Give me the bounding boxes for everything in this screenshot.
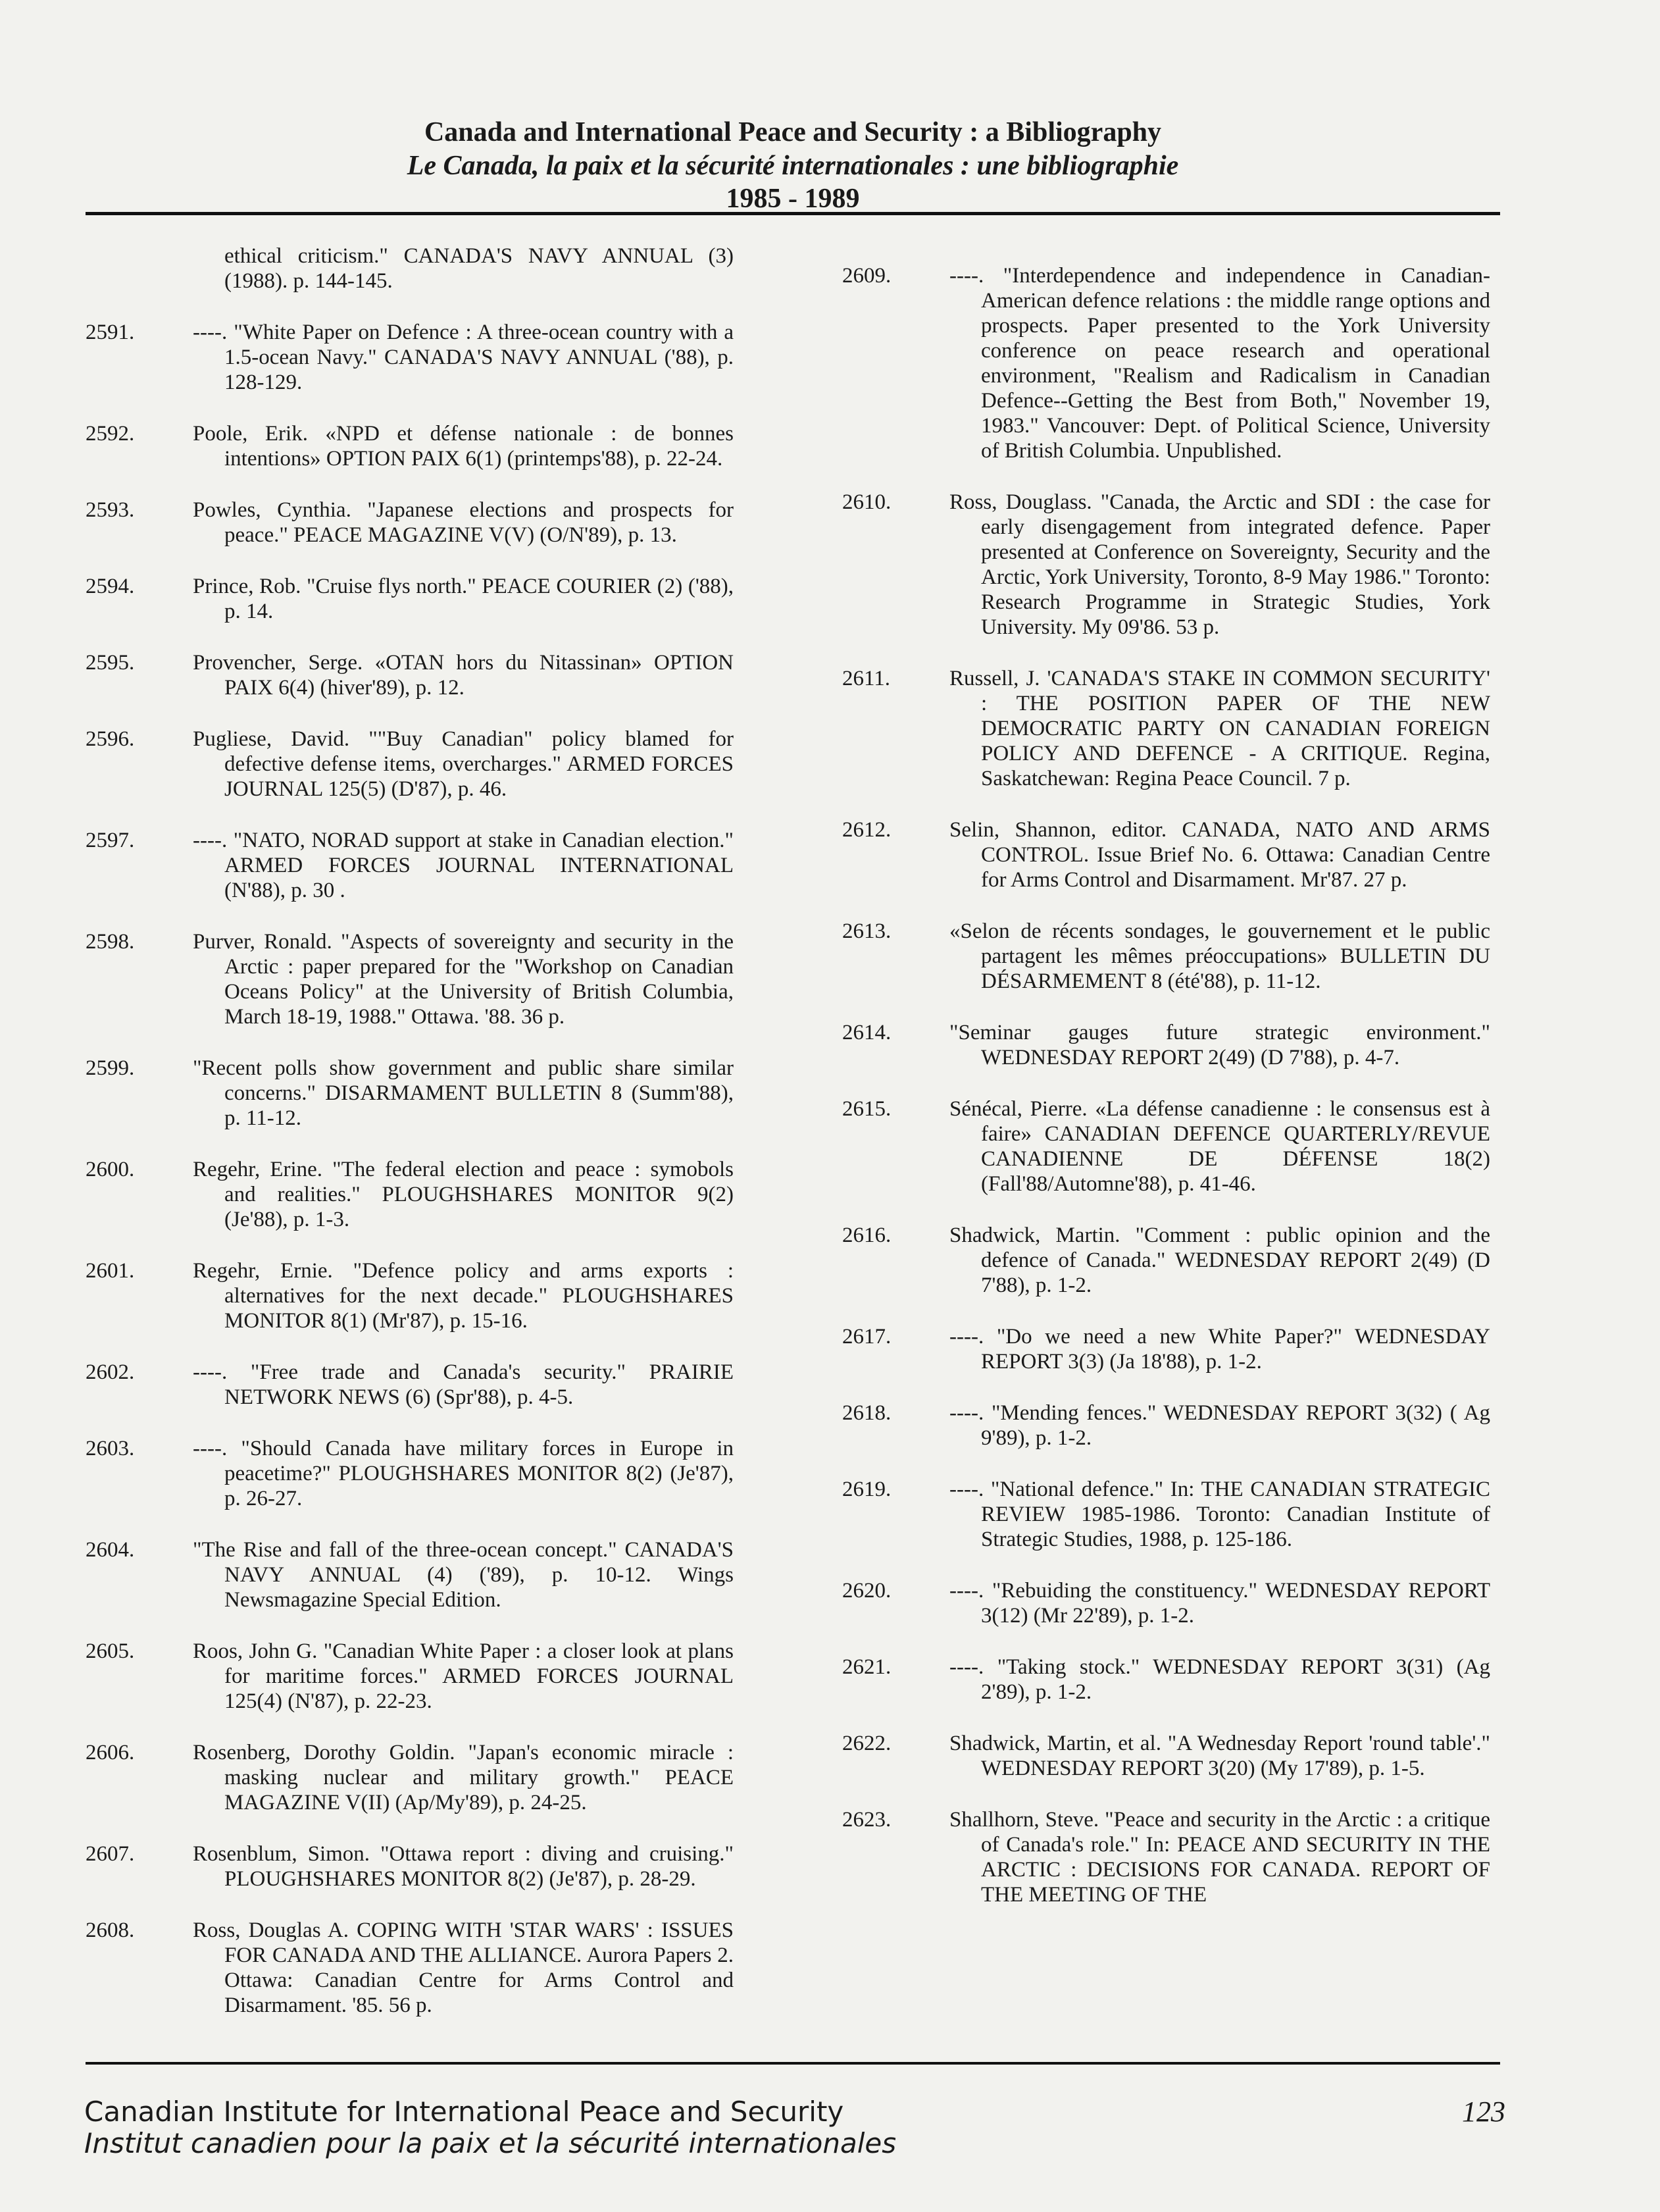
bibliography-entry <box>842 666 1490 791</box>
entry-number: 2599. <box>86 1056 135 1080</box>
entry-number: 2619. <box>842 1478 892 1501</box>
bibliography-entry <box>86 1056 734 1131</box>
bibliography-entry <box>842 1020 1490 1070</box>
entry-citation: Poole, Erik. «NPD et défense nationale : de bonnes intentions» OPTION PAIX 6(1) (printemps'88), p. 22-24. <box>193 422 734 471</box>
bibliography-entry <box>86 1537 734 1612</box>
entry-number: 2607. <box>86 1842 135 1866</box>
bibliography-entry <box>842 1096 1490 1196</box>
bibliography-entry <box>86 1918 734 2018</box>
entry-number: 2595. <box>86 651 135 675</box>
entry-number: 2617. <box>842 1325 892 1349</box>
entry-citation: Sénécal, Pierre. «La défense canadienne : le consensus est à faire» CANADIAN DEFENCE QUARTERLY/REVUE CANADIENNE DE DÉFENSE 18(2) (Fall'88/Automne'88), p. 41-46. <box>949 1097 1490 1196</box>
entry-number: 2618. <box>842 1401 892 1425</box>
entry-citation: ----. "Should Canada have military forces in Europe in peacetime?" PLOUGHSHARES MONITOR 8(2) (Je'87), p. 26-27. <box>193 1437 734 1510</box>
bibliography-entry <box>86 1258 734 1333</box>
entry-citation: ----. "Free trade and Canada's security." PRAIRIE NETWORK NEWS (6) (Spr'88), p. 4-5. <box>193 1360 734 1409</box>
bibliography-entry <box>86 1740 734 1815</box>
entry-citation: Regehr, Erine. "The federal election and peace : symobols and realities." PLOUGHSHARES MONITOR 9(2) (Je'88), p. 1-3. <box>193 1158 734 1231</box>
entry-number: 2598. <box>86 930 135 954</box>
bibliography-entry <box>86 828 734 903</box>
entry-number: 2612. <box>842 818 892 842</box>
entry-number: 2602. <box>86 1360 135 1384</box>
entry-number: 2600. <box>86 1158 135 1181</box>
header-rule <box>86 212 1500 215</box>
entry-citation: Prince, Rob. "Cruise flys north." PEACE COURIER (2) ('88), p. 14. <box>193 575 734 623</box>
right-column <box>842 244 1490 1907</box>
bibliography-entry <box>842 919 1490 994</box>
bibliography-entry <box>86 650 734 700</box>
entry-citation: ----. "National defence." In: THE CANADIAN STRATEGIC REVIEW 1985-1986. Toronto: Canadian Institute of Strategic Studies, 1988, p. 125-186. <box>949 1478 1490 1551</box>
entry-citation: ----. "NATO, NORAD support at stake in Canadian election." ARMED FORCES JOURNAL INTERNATIONAL (N'88), p. 30 . <box>193 829 734 902</box>
entry-number: 2606. <box>86 1741 135 1764</box>
page-number: 123 <box>1462 2096 1505 2128</box>
entry-number <box>86 244 193 294</box>
entry-citation: Regehr, Ernie. "Defence policy and arms exports : alternatives for the next decade." PLOUGHSHARES MONITOR 8(1) (Mr'87), p. 15-16. <box>193 1259 734 1333</box>
entry-number: 2603. <box>86 1437 135 1460</box>
bibliography-entry <box>842 1578 1490 1628</box>
entry-citation: Shadwick, Martin. "Comment : public opinion and the defence of Canada." WEDNESDAY REPORT 2(49) (D 7'88), p. 1-2. <box>949 1223 1490 1297</box>
bibliography-entry <box>86 498 734 548</box>
entry-number: 2591. <box>86 321 135 344</box>
entry-citation: ----. "White Paper on Defence : A three-ocean country with a 1.5-ocean Navy." CANADA'S NAVY ANNUAL ('88), p. 128-129. <box>193 321 734 394</box>
title-french: Le Canada, la paix et la sécurité internationales : une bibliographie <box>407 151 1179 181</box>
bibliography-entry <box>86 244 734 294</box>
entry-citation: Ross, Douglas A. COPING WITH 'STAR WARS' : ISSUES FOR CANADA AND THE ALLIANCE. Aurora Papers 2. Ottawa: Canadian Centre for Arms Control and Disarmament. '85. 56 p. <box>193 1918 734 2017</box>
bibliography-entry <box>842 1324 1490 1374</box>
entry-number: 2609. <box>842 264 892 288</box>
bibliography-entry <box>842 817 1490 892</box>
entry-number: 2610. <box>842 490 892 514</box>
entry-number: 2594. <box>86 575 135 598</box>
page-footer <box>84 2096 1505 2159</box>
entry-number: 2613. <box>842 919 892 943</box>
bibliography-entry <box>86 421 734 471</box>
bibliography-entry <box>86 1360 734 1410</box>
entry-citation: Rosenblum, Simon. "Ottawa report : diving and cruising." PLOUGHSHARES MONITOR 8(2) (Je'87), p. 28-29. <box>193 1842 734 1891</box>
entry-citation: Russell, J. 'CANADA'S STAKE IN COMMON SECURITY' : THE POSITION PAPER OF THE NEW DEMOCRATIC PARTY ON CANADIAN FOREIGN POLICY AND DEFENCE - A CRITIQUE. Regina, Saskatchewan: Regina Peace Council. 7 p. <box>949 667 1490 790</box>
bibliography-entry <box>842 1223 1490 1298</box>
entry-citation: "Recent polls show government and public share similar concerns." DISARMAMENT BULLETIN 8 (Summ'88), p. 11-12. <box>193 1056 734 1130</box>
entry-number: 2604. <box>86 1538 135 1562</box>
entry-number: 2620. <box>842 1579 892 1603</box>
entry-number: 2616. <box>842 1223 892 1247</box>
bibliography-entry <box>842 1655 1490 1705</box>
entry-citation: ethical criticism." CANADA'S NAVY ANNUAL (3) (1988). p. 144-145. <box>224 244 734 293</box>
entry-number: 2621. <box>842 1655 892 1679</box>
entry-citation: «Selon de récents sondages, le gouvernement et le public partagent les mêmes préoccupations» BULLETIN DU DÉSARMEMENT 8 (été'88), p. 11-12. <box>949 919 1490 993</box>
bibliography-entry <box>86 574 734 624</box>
bibliography-entry <box>86 320 734 395</box>
entry-number: 2605. <box>86 1639 135 1663</box>
entry-number: 2608. <box>86 1918 135 1942</box>
entry-number: 2614. <box>842 1021 892 1044</box>
footer-rule <box>86 2062 1500 2065</box>
title-years: 1985 - 1989 <box>726 184 860 214</box>
bibliography-entry <box>842 1477 1490 1552</box>
entry-citation: "Seminar gauges future strategic environment." WEDNESDAY REPORT 2(49) (D 7'88), p. 4-7. <box>949 1021 1490 1069</box>
entry-citation: Pugliese, David. ""Buy Canadian" policy blamed for defective defense items, overcharges." ARMED FORCES JOURNAL 125(5) (D'87), p. 46. <box>193 727 734 801</box>
footer-institute-english: Canadian Institute for International Peace and Security <box>84 2096 844 2128</box>
entry-citation: Shadwick, Martin, et al. "A Wednesday Report 'round table'." WEDNESDAY REPORT 3(20) (My 17'89), p. 1-5. <box>949 1732 1490 1780</box>
bibliography-entry <box>86 1436 734 1511</box>
entry-number: 2623. <box>842 1808 892 1832</box>
bibliography-entry <box>86 1157 734 1232</box>
entry-citation: ----. "Mending fences." WEDNESDAY REPORT 3(32) ( Ag 9'89), p. 1-2. <box>949 1401 1490 1450</box>
entry-citation: ----. "Do we need a new White Paper?" WEDNESDAY REPORT 3(3) (Ja 18'88), p. 1-2. <box>949 1325 1490 1374</box>
title-english: Canada and International Peace and Security : a Bibliography <box>424 117 1162 147</box>
bibliography-entry <box>86 727 734 802</box>
entry-number: 2611. <box>842 667 891 690</box>
entry-number: 2601. <box>86 1259 135 1283</box>
entry-number: 2593. <box>86 498 135 522</box>
bibliography-entry <box>842 1807 1490 1907</box>
entry-number: 2596. <box>86 727 135 751</box>
left-column <box>86 244 734 2018</box>
bibliography-entry <box>86 929 734 1029</box>
bibliography-entry <box>842 263 1490 463</box>
bibliography-entry <box>842 1401 1490 1451</box>
bibliography-entry <box>842 490 1490 640</box>
entry-citation: ----. "Rebuiding the constituency." WEDNESDAY REPORT 3(12) (Mr 22'89), p. 1-2. <box>949 1579 1490 1628</box>
entry-number: 2592. <box>86 422 135 446</box>
entry-citation: Powles, Cynthia. "Japanese elections and prospects for peace." PEACE MAGAZINE V(V) (O/N'89), p. 13. <box>193 498 734 547</box>
entry-citation: "The Rise and fall of the three-ocean concept." CANADA'S NAVY ANNUAL (4) ('89), p. 10-12. Wings Newsmagazine Special Edition. <box>193 1538 734 1612</box>
bibliography-entry <box>842 1731 1490 1781</box>
entry-number: 2615. <box>842 1097 892 1121</box>
entry-citation: Purver, Ronald. "Aspects of sovereignty and security in the Arctic : paper prepared for the "Workshop on Canadian Oceans Policy" at the University of British Columbia, March 18-19, 1988." Ottawa. '88. 36 p. <box>193 930 734 1029</box>
entry-number: 2622. <box>842 1732 892 1755</box>
footer-institute-french: Institut canadien pour la paix et la sécurité internationales <box>84 2127 897 2159</box>
entry-citation: ----. "Taking stock." WEDNESDAY REPORT 3(31) (Ag 2'89), p. 1-2. <box>949 1655 1490 1704</box>
entry-number: 2597. <box>86 829 135 852</box>
entry-citation: ----. "Interdependence and independence in Canadian-American defence relations : the middle range options and prospects. Paper presented to the York University conference on peace research and operational environment, "Realism and Radicalism in Canadian Defence--Getting the Best from Both," November 19, 1983." Vancouver: Dept. of Political Science, University of British Columbia. Unpublished. <box>949 264 1490 463</box>
entry-citation: Rosenberg, Dorothy Goldin. "Japan's economic miracle : masking nuclear and military growth." PEACE MAGAZINE V(II) (Ap/My'89), p. 24-25. <box>193 1741 734 1814</box>
entry-citation: Selin, Shannon, editor. CANADA, NATO AND ARMS CONTROL. Issue Brief No. 6. Ottawa: Canadian Centre for Arms Control and Disarmament. Mr'87. 27 p. <box>949 818 1490 892</box>
entry-citation: Roos, John G. "Canadian White Paper : a closer look at plans for maritime forces." ARMED FORCES JOURNAL 125(4) (N'87), p. 22-23. <box>193 1639 734 1713</box>
bibliography-entry <box>86 1639 734 1714</box>
entry-citation: Shallhorn, Steve. "Peace and security in the Arctic : a critique of Canada's role." In: PEACE AND SECURITY IN THE ARCTIC : DECISIONS FOR CANADA. REPORT OF THE MEETING OF THE <box>949 1808 1490 1907</box>
entry-citation: Ross, Douglass. "Canada, the Arctic and SDI : the case for early disengagement from integrated defence. Paper presented at Conference on Sovereignty, Security and the Arctic, York University, Toronto, 8-9 May 1986." Toronto: Research Programme in Strategic Studies, York University. My 09'86. 53 p. <box>949 490 1490 639</box>
page-header <box>86 115 1500 215</box>
bibliography-entry <box>86 1841 734 1891</box>
entry-citation: Provencher, Serge. «OTAN hors du Nitassinan» OPTION PAIX 6(4) (hiver'89), p. 12. <box>193 651 734 700</box>
